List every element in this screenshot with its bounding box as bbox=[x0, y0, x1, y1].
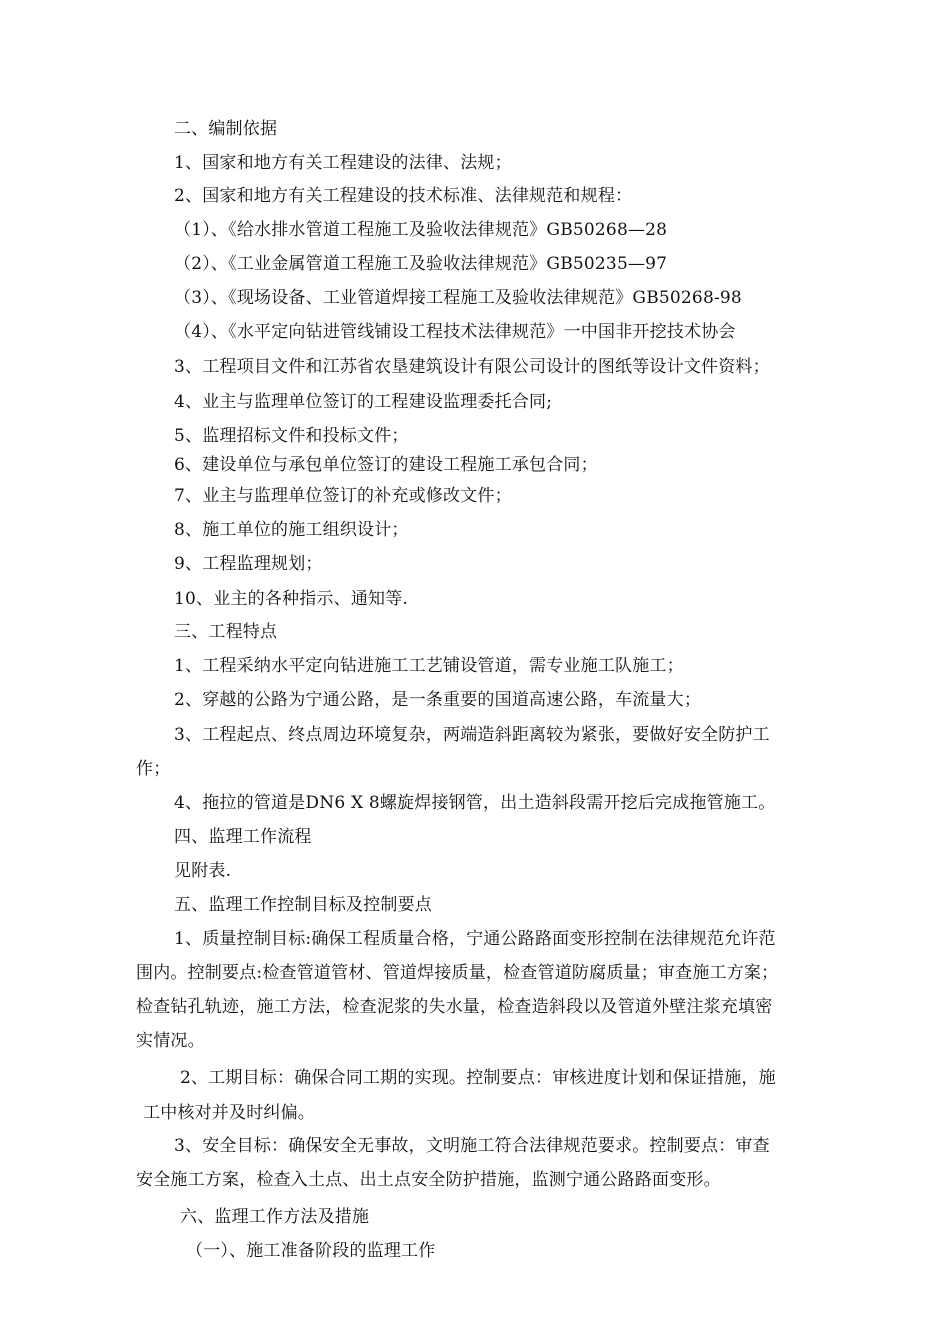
schedule-target-line-2: 工中核对并及时纠偏。 bbox=[143, 1103, 315, 1123]
feature-item-3: 3、工程起点、终点周边环境复杂，两端造斜距离较为紧张，要做好安全防护工 bbox=[174, 725, 770, 745]
quality-target: 1、质量控制目标:确保工程质量合格，宁通公路路面变形控制在法律规范允许范 bbox=[174, 929, 776, 949]
section-heading-3: 三、工程特点 bbox=[174, 622, 278, 642]
basis-item-5: 5、监理招标文件和投标文件； bbox=[174, 426, 409, 446]
basis-item-10: 10、业主的各种指示、通知等. bbox=[174, 589, 409, 609]
section-heading-6: 六、监理工作方法及措施 bbox=[180, 1207, 370, 1227]
safety-target-line-2: 安全施工方案，检查入土点、出土点安全防护措施，监测宁通公路路面变形。 bbox=[136, 1170, 721, 1190]
section-heading-4: 四、监理工作流程 bbox=[174, 827, 312, 847]
basis-item-2: 2、国家和地方有关工程建设的技术标准、法律规范和规程： bbox=[174, 186, 633, 206]
quality-target-line-3: 检查钻孔轨迹，施工方法，检查泥浆的失水量，检查造斜段以及管道外壁注浆充填密 bbox=[136, 997, 773, 1017]
section-heading-2: 二、编制依据 bbox=[174, 119, 278, 139]
basis-item-6: 6、建设单位与承包单位签订的建设工程施工承包合同； bbox=[174, 455, 598, 475]
quality-target-line-4: 实情况。 bbox=[136, 1031, 205, 1051]
standard-item-2: （2）、《工业金属管道工程施工及验收法律规范》GB50235—97 bbox=[174, 254, 668, 274]
basis-item-3: 3、工程项目文件和江苏省农垦建筑设计有限公司设计的图纸等设计文件资料； bbox=[174, 357, 770, 377]
safety-target: 3、安全目标：确保安全无事故，文明施工符合法律规范要求。控制要点：审查 bbox=[174, 1136, 770, 1156]
feature-item-3-continued: 作； bbox=[136, 759, 171, 779]
basis-item-9: 9、工程监理规划； bbox=[174, 554, 323, 574]
feature-item-4: 4、拖拉的管道是DN6 X 8螺旋焊接钢管，出土造斜段需开挖后完成拖管施工。 bbox=[174, 793, 776, 813]
schedule-target: 2、工期目标：确保合同工期的实现。控制要点：审核进度计划和保证措施，施 bbox=[180, 1068, 776, 1088]
subsection-heading-1: （一）、施工准备阶段的监理工作 bbox=[186, 1241, 436, 1261]
workflow-note: 见附表. bbox=[174, 861, 232, 881]
basis-item-7: 7、业主与监理单位签订的补充或修改文件； bbox=[174, 486, 512, 506]
standard-item-3: （3）、《现场设备、工业管道焊接工程施工及验收法律规范》GB50268-98 bbox=[174, 288, 742, 308]
basis-item-8: 8、施工单位的施工组织设计； bbox=[174, 520, 409, 540]
feature-item-1: 1、工程采纳水平定向钻进施工工艺铺设管道，需专业施工队施工； bbox=[174, 656, 684, 676]
standard-item-1: （1）、《给水排水管道工程施工及验收法律规范》GB50268—28 bbox=[174, 220, 668, 240]
standard-item-4: （4）、《水平定向钻进管线铺设工程技术法律规范》一中国非开挖技术协会 bbox=[174, 322, 736, 342]
basis-item-1: 1、国家和地方有关工程建设的法律、法规； bbox=[174, 153, 512, 173]
section-heading-5: 五、监理工作控制目标及控制要点 bbox=[174, 895, 432, 915]
quality-target-line-2: 围内。控制要点:检查管道管材、管道焊接质量，检查管道防腐质量；审查施工方案； bbox=[136, 963, 779, 983]
basis-item-4: 4、业主与监理单位签订的工程建设监理委托合同; bbox=[174, 392, 553, 412]
feature-item-2: 2、穿越的公路为宁通公路，是一条重要的国道高速公路，车流量大； bbox=[174, 690, 702, 710]
